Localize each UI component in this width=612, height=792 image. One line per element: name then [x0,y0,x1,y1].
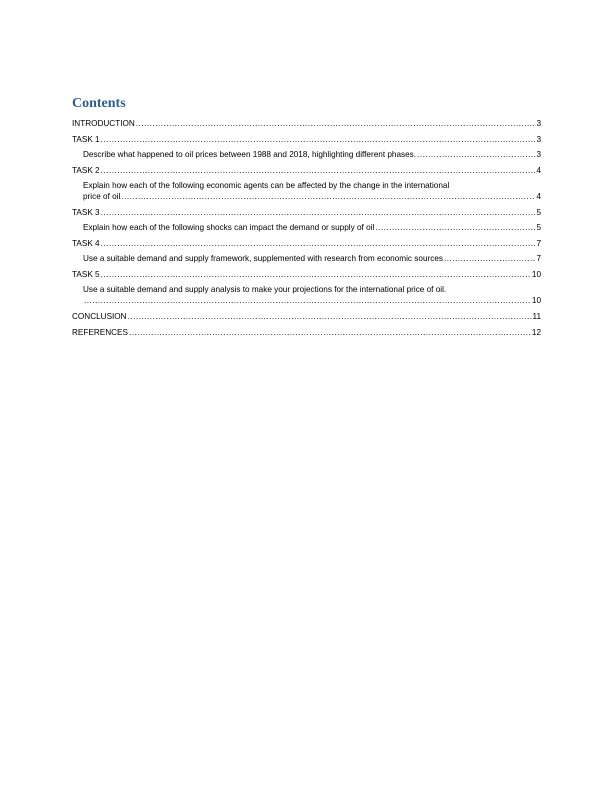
toc-page-number: 7 [536,254,541,263]
toc-page-number: 4 [536,192,541,201]
toc-entry-text: CONCLUSION [72,312,127,321]
toc-entry[interactable] [72,253,541,264]
toc-entry-text-line1: Explain how each of the following economic agents can be affected by the change in the international [83,181,450,190]
toc-entry-line [72,311,541,322]
toc-entry[interactable] [72,149,541,160]
toc-entry[interactable] [72,311,541,322]
toc-leader-dots [101,207,536,218]
toc-entry-text: TASK 2 [72,166,100,175]
toc-entry[interactable] [72,180,541,202]
toc-entry-line [83,222,541,233]
toc-leader-dots [129,327,531,338]
toc-leader-dots [417,149,535,160]
toc-entry-line [72,238,541,249]
toc-entry-line [72,207,541,218]
toc-leader-dots [121,191,535,202]
toc-entry-text: REFERENCES [72,328,128,337]
toc-entry[interactable] [72,207,541,218]
toc-entry-line [83,295,541,306]
toc-entry[interactable] [72,222,541,233]
toc-leader-dots [101,165,536,176]
toc-leader-dots [84,295,531,306]
toc-leader-dots [101,134,536,145]
toc-entry-line [72,269,541,280]
toc-leader-dots [128,311,532,322]
document-page [72,95,541,342]
toc-leader-dots [101,269,531,280]
toc-leader-dots [375,222,535,233]
toc-entry-text: Describe what happened to oil prices between 1988 and 2018, highlighting different phases. [83,150,417,159]
toc-entry-text: TASK 5 [72,270,100,279]
toc-entry-text: TASK 4 [72,239,100,248]
toc-entry[interactable] [72,165,541,176]
toc-page-number: 3 [536,135,541,144]
toc-leader-dots [101,238,536,249]
toc-page-number: 12 [531,328,541,337]
toc-entry[interactable] [72,269,541,280]
toc-entry-text: price of oil [83,192,121,201]
toc-entry-text-line1: Use a suitable demand and supply analysis to make your projections for the international price of oil. [83,285,447,294]
toc-page-number: 3 [536,119,541,128]
toc-entry-text: INTRODUCTION [72,119,135,128]
toc-entry-line [72,118,541,129]
toc-entry-line [83,191,541,202]
toc-page-number: 10 [531,296,541,305]
toc-list [72,118,541,338]
toc-entry[interactable] [72,327,541,338]
toc-entry-line [72,327,541,338]
toc-entry-text: Use a suitable demand and supply framework, supplemented with research from economic sources [83,254,443,263]
toc-page-number: 7 [536,239,541,248]
toc-page-number: 4 [536,166,541,175]
toc-leader-dots [136,118,536,129]
toc-entry-line [72,134,541,145]
toc-entry[interactable] [72,238,541,249]
toc-entry[interactable] [72,118,541,129]
toc-page-number: 11 [532,312,541,321]
toc-entry[interactable] [72,134,541,145]
toc-page-number: 5 [536,208,541,217]
toc-page-number: 10 [531,270,541,279]
toc-entry-text: Explain how each of the following shocks can impact the demand or supply of oil [83,223,375,232]
toc-page-number: 5 [536,223,541,232]
toc-title: Contents [72,96,126,111]
toc-entry-line [72,165,541,176]
toc-entry-line [83,253,541,264]
toc-entry[interactable] [72,284,541,306]
toc-page-number: 3 [536,150,541,159]
toc-entry-line [83,149,541,160]
toc-entry-text: TASK 3 [72,208,100,217]
toc-leader-dots [444,253,535,264]
toc-entry-text: TASK 1 [72,135,100,144]
